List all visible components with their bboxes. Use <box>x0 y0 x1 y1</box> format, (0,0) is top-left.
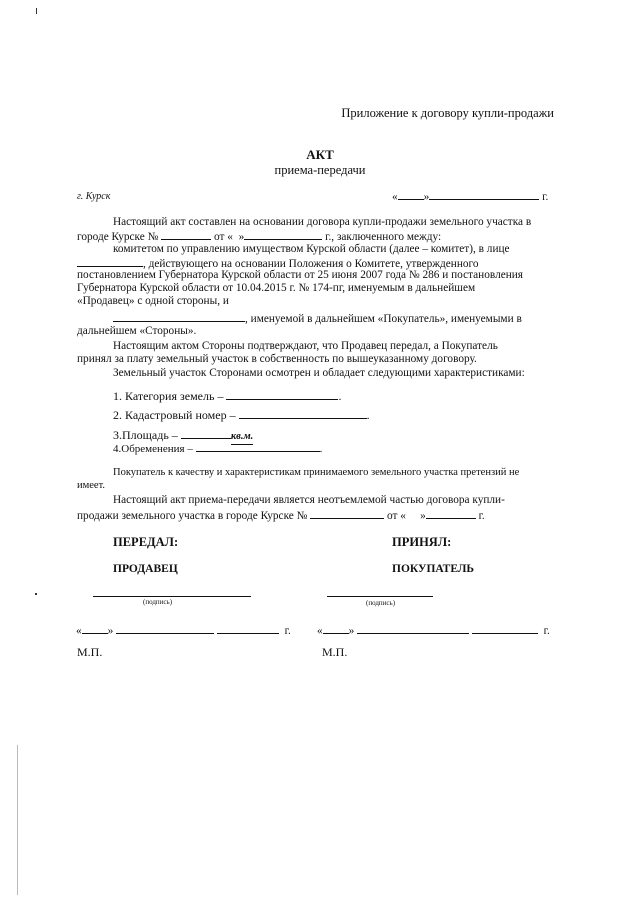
claims-line-1: Покупатель к качеству и характеристикам принимаемого земельного участка претензий не <box>113 467 520 478</box>
seller-year-blank <box>217 623 279 634</box>
date-month-blank <box>429 189 539 200</box>
characteristic-label: 4.Обременения – <box>113 443 193 455</box>
seller-year-suffix: г. <box>284 625 291 637</box>
integral-date-open: от « <box>387 510 406 522</box>
integral-line-2 <box>77 508 485 523</box>
intro-line-1: Настоящий акт составлен на основании договора купли-продажи земельного участка в <box>113 216 532 228</box>
integral-year-suffix: г. <box>478 510 485 522</box>
buyer-signature-line <box>327 596 433 597</box>
contract-number-blank <box>161 229 211 240</box>
seller-stamp: М.П. <box>77 645 103 659</box>
contract-date-blank <box>244 229 322 240</box>
buyer-year-blank <box>472 623 538 634</box>
representative-blank <box>77 256 143 267</box>
seller-day-blank <box>82 623 108 634</box>
buyer-heading: ПРИНЯЛ: <box>392 535 452 549</box>
characteristic-blank <box>239 408 367 419</box>
intro-line-8-text: , именуемой в дальнейшем «Покупатель», именуемыми в <box>245 313 522 325</box>
characteristic-cadastral <box>113 408 370 422</box>
act-title: АКТ <box>306 147 334 162</box>
contract-concluded: г., заключенного между: <box>325 231 442 243</box>
integral-number-label: продажи земельного участка в городе Курске № <box>77 510 308 522</box>
inspected-line: Земельный участок Сторонами осмотрен и обладает следующими характеристиками: <box>113 367 525 379</box>
seller-date-open: « <box>76 625 82 637</box>
scan-speck <box>36 8 37 14</box>
seller-heading: ПЕРЕДАЛ: <box>113 535 179 549</box>
contract-number-label: городе Курске № <box>77 231 159 243</box>
city: г. Курск <box>77 191 111 202</box>
contract-date-close: » <box>238 231 245 243</box>
characteristic-end: . <box>319 443 323 455</box>
characteristic-label: 3.Площадь – <box>113 428 178 442</box>
claims-line-2: имеет. <box>77 480 106 491</box>
scan-speck <box>17 745 18 895</box>
intro-line-2 <box>77 229 441 244</box>
date-close-quote: » <box>423 191 430 203</box>
area-unit: кв.м. <box>231 430 253 445</box>
seller-date <box>76 623 291 638</box>
integral-date-close: » <box>420 510 426 522</box>
seller-date-close: » <box>107 625 114 637</box>
act-date <box>392 189 548 204</box>
seller-month-blank <box>116 623 214 634</box>
act-subtitle: приема-передачи <box>274 163 366 177</box>
buyer-date <box>317 623 550 638</box>
buyer-stamp: М.П. <box>322 645 348 659</box>
seller-signature-line <box>93 596 251 597</box>
intro-line-8 <box>113 311 522 326</box>
integral-line-1: Настоящий акт приема-передачи является неотъемлемой частью договора купли- <box>113 494 505 506</box>
seller-role: ПРОДАВЕЦ <box>113 563 178 575</box>
buyer-month-blank <box>357 623 469 634</box>
buyer-role: ПОКУПАТЕЛЬ <box>392 563 475 575</box>
date-day-blank <box>398 189 424 200</box>
intro-line-6: Губернатора Курской области от 10.04.2015 г. № 174-пг, именуемым в дальнейшем <box>77 282 476 294</box>
intro-line-4-text: , действующего на основании Положения о Комитете, утвержденного <box>143 258 479 270</box>
confirm-line-2: принял за плату земельный участок в собственность по вышеуказанному договору. <box>77 353 477 365</box>
date-open-quote: « <box>392 191 398 203</box>
characteristic-blank <box>196 441 320 452</box>
confirm-line-1: Настоящим актом Стороны подтверждают, что Продавец передал, а Покупатель <box>113 340 498 352</box>
characteristic-end: . <box>366 408 370 422</box>
buyer-signature-caption: (подпись) <box>366 599 396 607</box>
integral-number-blank <box>310 508 384 519</box>
buyer-year-suffix: г. <box>543 625 550 637</box>
date-year-suffix: г. <box>542 191 549 203</box>
intro-line-9: дальнейшем «Стороны». <box>77 325 197 337</box>
integral-date-blank <box>426 508 476 519</box>
intro-line-5: постановлением Губернатора Курской области от 25 июня 2007 года № 286 и постановления <box>77 269 524 281</box>
contract-date-open: от « <box>214 231 233 243</box>
characteristic-encumbrance <box>113 441 322 456</box>
characteristic-blank <box>226 389 338 400</box>
intro-line-3: комитетом по управлению имуществом Курской области (далее – комитет), в лице <box>113 243 510 255</box>
characteristic-label: 2. Кадастровый номер – <box>113 408 236 422</box>
scan-speck <box>35 593 37 595</box>
characteristic-blank <box>181 428 231 439</box>
buyer-name-blank <box>113 311 245 322</box>
buyer-day-blank <box>323 623 349 634</box>
appendix-note: Приложение к договору купли-продажи <box>341 106 554 120</box>
buyer-date-open: « <box>317 625 323 637</box>
characteristic-label: 1. Категория земель – <box>113 389 224 403</box>
buyer-date-close: » <box>348 625 355 637</box>
characteristic-end: . <box>338 389 342 403</box>
characteristic-category <box>113 389 341 403</box>
seller-signature-caption: (подпись) <box>143 598 173 606</box>
intro-line-7: «Продавец» с одной стороны, и <box>77 295 229 307</box>
